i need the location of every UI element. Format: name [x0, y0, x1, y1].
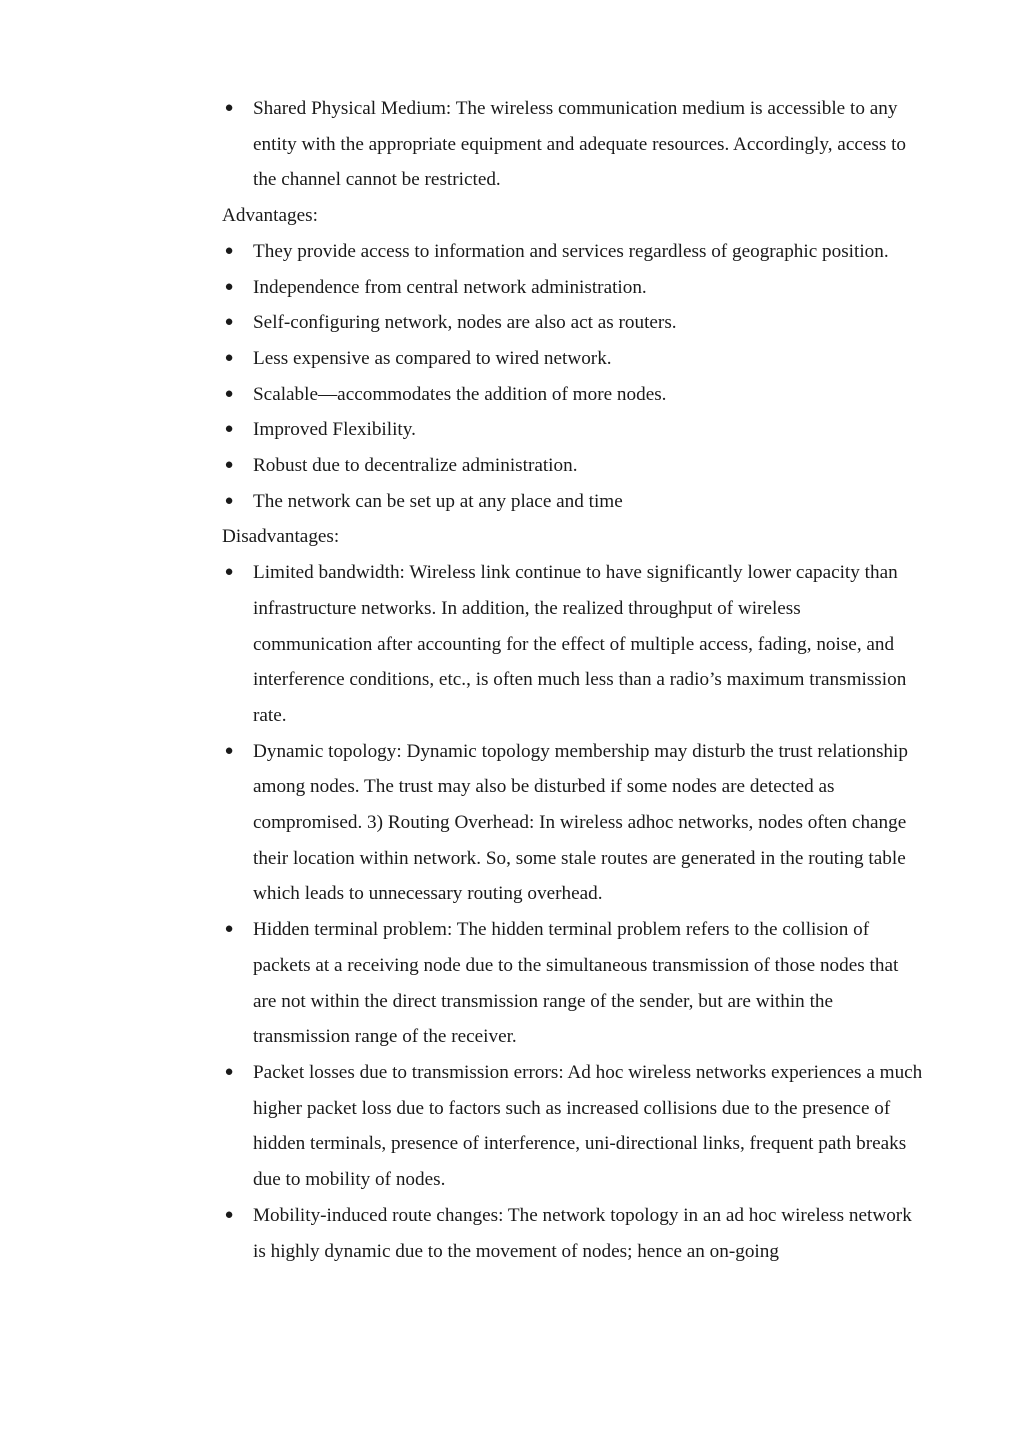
list-item [222, 412, 924, 448]
bullet-icon: ● [224, 314, 234, 331]
bullet-icon: ● [224, 457, 234, 474]
advantages-list [222, 234, 924, 520]
list-item-text: Robust due to decentralize administration. [253, 455, 578, 477]
list-item [222, 91, 924, 198]
list-item [222, 555, 924, 734]
list-item [222, 305, 924, 341]
bullet-icon: ● [224, 1206, 234, 1223]
disadvantages-heading: Disadvantages: [222, 526, 340, 548]
bullet-icon: ● [224, 242, 234, 259]
list-item [222, 912, 924, 1055]
list-item-text: Less expensive as compared to wired network. [253, 347, 612, 369]
list-item [222, 448, 924, 484]
list-item-text: Self-configuring network, nodes are also act as routers. [253, 312, 677, 334]
list-item-text: Packet losses due to transmission errors: Ad hoc wireless networks experiences a much higher packet loss due to factors such as increased collisions due to the presence of hidden terminals, presence of interference, uni-directional links, frequent path breaks due to mobility of nodes. [253, 1061, 923, 1191]
list-item-text: Improved Flexibility. [253, 419, 416, 441]
list-item [222, 341, 924, 377]
bullet-icon: ● [224, 1063, 234, 1080]
bullet-icon: ● [224, 278, 234, 295]
list-item [222, 234, 924, 270]
advantages-heading: Advantages: [222, 205, 318, 227]
document-page [222, 91, 924, 1269]
list-item [222, 484, 924, 520]
list-item-text: Hidden terminal problem: The hidden terminal problem refers to the collision of packets at a receiving node due to the simultaneous transmission of those nodes that are not within the direct transmission range of the sender, but are within the transmission range of the receiver. [253, 919, 899, 1048]
list-item-text: Dynamic topology: Dynamic topology membership may disturb the trust relationship among nodes. The trust may also be disturbed if some nodes are detected as compromised. 3) Routing Overhead: In wireless adhoc networks, nodes often change their location within network. So, some stale routes are generated in the routing table which leads to unnecessary routing overhead. [253, 740, 908, 905]
bullet-icon: ● [224, 921, 234, 938]
list-item [222, 734, 924, 913]
bullet-icon: ● [224, 492, 234, 509]
disadvantages-list [222, 555, 924, 1269]
list-item-text: Mobility-induced route changes: The network topology in an ad hoc wireless network is highly dynamic due to the movement of nodes; hence an on-going [253, 1204, 912, 1262]
list-item-text: Scalable—accommodates the addition of more nodes. [253, 383, 667, 405]
list-item [222, 1055, 924, 1198]
bullet-icon: ● [224, 385, 234, 402]
bullet-icon: ● [224, 349, 234, 366]
list-item [222, 270, 924, 306]
bullet-icon: ● [224, 742, 234, 759]
list-item [222, 377, 924, 413]
list-item [222, 1198, 924, 1269]
list-item-text: The network can be set up at any place and time [253, 490, 623, 512]
bullet-icon: ● [224, 100, 234, 116]
bullet-icon: ● [224, 564, 234, 581]
list-item-text: Shared Physical Medium: The wireless communication medium is accessible to any entity with the appropriate equipment and adequate resources. Accordingly, access to the channel cannot be restricted. [253, 98, 907, 191]
bullet-icon: ● [224, 421, 234, 438]
list-item-text: Independence from central network administration. [253, 276, 647, 298]
list-item-text: Limited bandwidth: Wireless link continue to have significantly lower capacity than infrastructure networks. In addition, the realized throughput of wireless communication after accounting for the effect of multiple access, fading, noise, and interference conditions, etc., is often much less than a radio’s maximum transmission rate. [253, 562, 907, 726]
list-item-text: They provide access to information and services regardless of geographic position. [253, 240, 889, 262]
intro-list [222, 91, 924, 198]
